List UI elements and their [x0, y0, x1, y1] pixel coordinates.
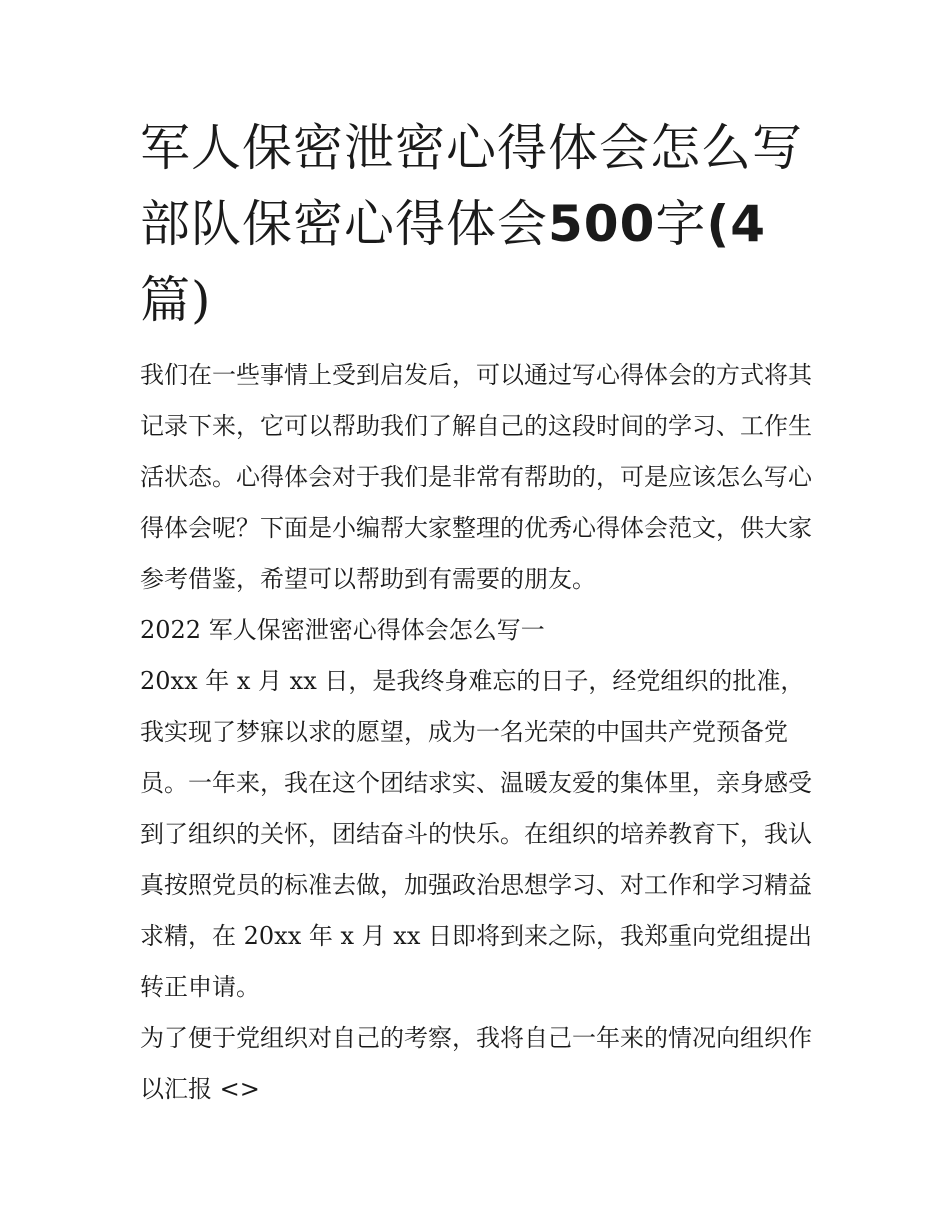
intro-paragraph: 我们在一些事情上受到启发后，可以通过写心得体会的方式将其记录下来，它可以帮助我们了解自己的这段时间的学习、工作生活状态。心得体会对于我们是非常有帮助的，可是应该怎么写心得体会呢？下面是小编帮大家整理的优秀心得体会范文，供大家参考借鉴，希望可以帮助到有需要的朋友。	[140, 361, 812, 593]
document-page	[140, 110, 820, 1115]
title-number-500: 500	[548, 195, 656, 253]
title-text-part1: 军人保密泄密心得体会怎么写部队保密心得体会	[140, 119, 803, 253]
document-title	[140, 110, 820, 338]
section-heading: 2022 军人保密泄密心得体会怎么写一	[140, 616, 545, 644]
body-paragraph-1: 20xx 年 x 月 xx 日，是我终身难忘的日子，经党组织的批准，我实现了梦寐以求的愿望，成为一名光荣的中国共产党预备党员。一年来，我在这个团结求实、温暖友爱的集体里，亲身感受到了组织的关怀，团结奋斗的快乐。在组织的培养教育下，我认真按照党员的标准去做，加强政治思想学习、对工作和学习精益求精，在 20xx 年 x 月 xx 日即将到来之际，我郑重向党组提出转正申请。	[140, 667, 812, 1001]
title-number-4: (4	[706, 195, 767, 253]
body-paragraph-2: 为了便于党组织对自己的考察，我将自己一年来的情况向组织作以汇报 <>	[140, 1024, 812, 1103]
title-text-part2: 字	[655, 195, 707, 253]
title-text-part3: 篇)	[140, 271, 212, 329]
